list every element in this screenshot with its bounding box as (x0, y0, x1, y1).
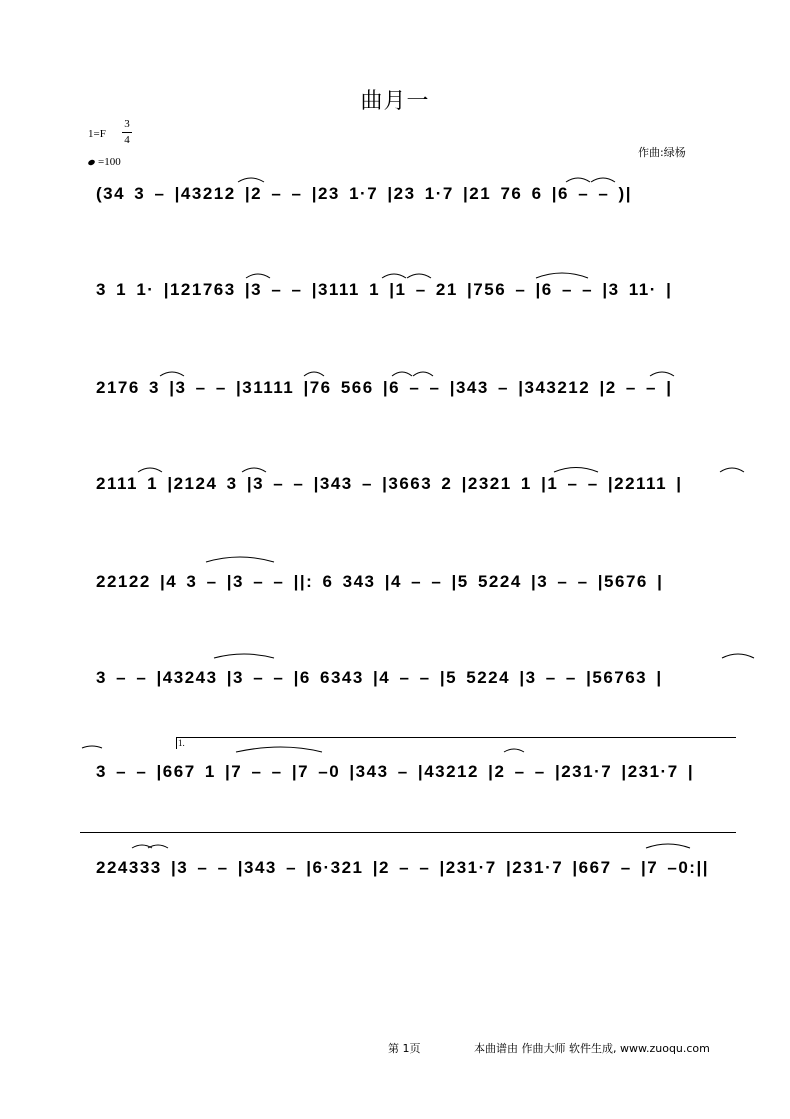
time-signature-bottom: 4 (124, 134, 130, 146)
tempo-marking (88, 156, 121, 168)
tempo-value: =100 (98, 156, 121, 168)
slur-marks (86, 274, 746, 314)
score-line-4 (86, 468, 746, 508)
score-line-text: 3 – – |667 1 |7 – – |7 –0 |343 – |43212 |2 – – |231·7 |231·7 | (96, 762, 695, 781)
score-line-6 (86, 662, 746, 702)
slur-marks (86, 852, 746, 892)
time-signature-top: 3 (124, 118, 130, 130)
score-line-3 (86, 372, 746, 412)
composer-credit: 作曲:绿杨 (638, 146, 686, 159)
score-line-8 (86, 852, 746, 892)
score-line-5 (86, 566, 746, 606)
score-line-text: 2111 1 |2124 3 |3 – – |343 – |3663 2 |2321 1 |1 – – |22111 | (96, 474, 683, 493)
score-line-2 (86, 274, 746, 314)
page-number: 第 1页 (388, 1042, 421, 1055)
first-ending-tick (176, 737, 177, 749)
first-ending-bracket (176, 737, 736, 738)
slur-marks (86, 178, 746, 218)
software-credit: 本曲谱由 作曲大师 软件生成, www.zuoqu.com (474, 1042, 710, 1055)
score-line-text: (34 3 – |43212 |2 – – |23 1·7 |23 1·7 |21 76 6 |6 – – )| (96, 184, 632, 203)
score-line-text: 2176 3 |3 – – |31111 |76 566 |6 – – |343 – |343212 |2 – – | (96, 378, 673, 397)
time-signature (122, 118, 132, 147)
slur-marks (86, 468, 746, 508)
repeat-section-line (80, 832, 736, 833)
slur-marks (86, 662, 746, 702)
score-line-text: 3 – – |43243 |3 – – |6 6343 |4 – – |5 5224 |3 – – |56763 | (96, 668, 663, 687)
score-line-1 (86, 178, 746, 218)
score-line-7 (86, 756, 746, 796)
slur-marks (86, 756, 746, 796)
score-line-text: 22122 |4 3 – |3 – – ||: 6 343 |4 – – |5 5224 |3 – – |5676 | (96, 572, 664, 591)
score-line-text: 3 1 1· |121763 |3 – – |3111 1 |1 – 21 |756 – |6 – – |3 11· | (96, 280, 673, 299)
score-title: 曲月一 (360, 89, 430, 114)
time-signature-bar (122, 132, 132, 133)
score-line-text: 224333 |3 – – |343 – |6·321 |2 – – |231·7 |231·7 |667 – |7 –0:|| (96, 858, 709, 877)
key-signature: 1=F (88, 128, 106, 140)
slur-marks (86, 372, 746, 412)
slur-marks (86, 566, 746, 606)
quarter-note-icon (87, 159, 95, 166)
first-ending-label: 1. (178, 738, 185, 748)
